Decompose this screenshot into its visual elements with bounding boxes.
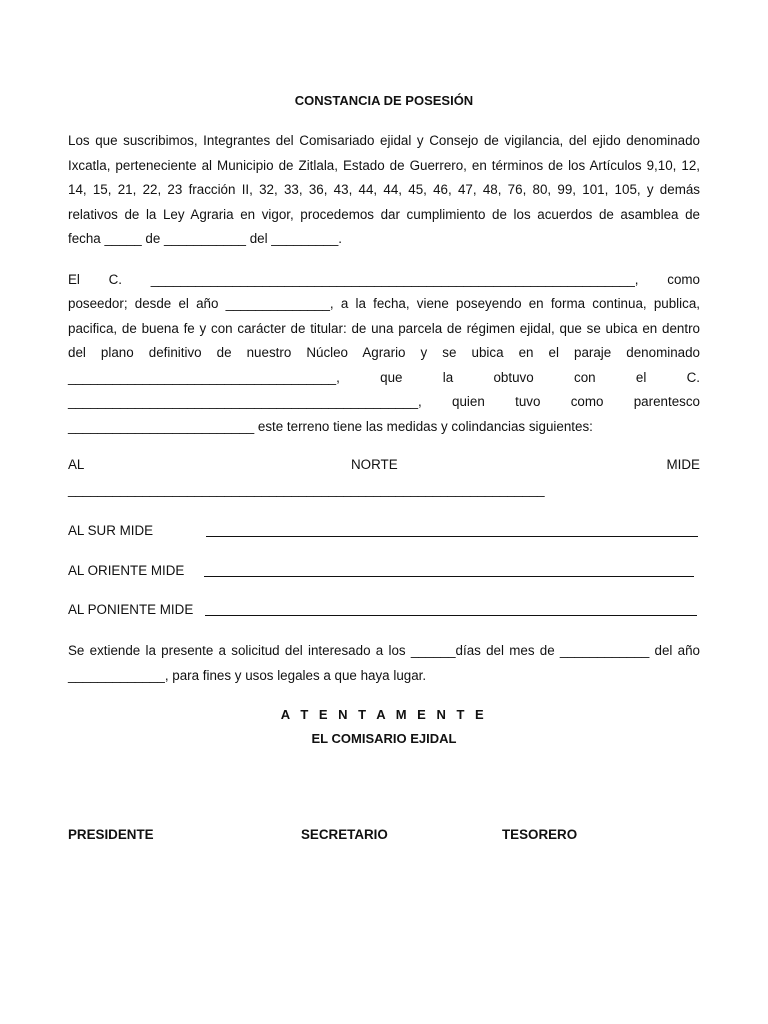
norte-blank-line: ________________________________________________________________: [68, 482, 545, 497]
norte-al-label: AL: [68, 457, 85, 472]
paragraph2-line: pacifica, de buena fe y con carácter de titular: de una parcela de régimen ejidal, que se ubica en dentro: [68, 321, 700, 336]
paragraph2-line: _______________________________________________, quien tuvo como parentesco: [68, 394, 700, 409]
paragraph1-line: 14, 15, 21, 22, 23 fracción II, 32, 33, 36, 43, 44, 44, 45, 46, 47, 48, 76, 80, 99, 101, 105, y demás: [68, 182, 700, 197]
poniente-blank-line: [205, 601, 697, 616]
paragraph1-line: Los que suscribimos, Integrantes del Comisariado ejidal y Consejo de vigilancia, del ejido denominado: [68, 133, 700, 148]
paragraph1-line: fecha _____ de ___________ del _________.: [68, 231, 343, 246]
paragraph1-line: relativos de la Ley Agraria en vigor, procedemos dar cumplimiento de los acuerdos de asamblea de: [68, 207, 700, 222]
paragraph2-line: poseedor; desde el año ______________, a la fecha, viene poseyendo en forma continua, publica,: [68, 296, 700, 311]
paragraph2-line: del plano definitivo de nuestro Núcleo Agrario y se ubica en el paraje denominado: [68, 345, 700, 360]
poniente-row: [68, 601, 700, 619]
paragraph3-line: Se extiende la presente a solicitud del interesado a los ______días del mes de ____________ del año: [68, 643, 700, 658]
paragraph2-line: _________________________ este terreno tiene las medidas y colindancias siguientes:: [68, 419, 593, 434]
comisario-heading: EL COMISARIO EJIDAL: [311, 731, 457, 746]
paragraph2-line: El C. _________________________________________________________________, como: [68, 272, 700, 287]
norte-mide-label: MIDE: [666, 457, 700, 472]
sur-label: AL SUR MIDE: [68, 523, 154, 538]
poniente-label: AL PONIENTE MIDE: [68, 602, 194, 617]
sur-blank-line: [206, 522, 698, 537]
oriente-blank-line: [204, 562, 694, 577]
signature-secretario: SECRETARIO: [301, 827, 388, 842]
paragraph2-line: ____________________________________, que la obtuvo con el C.: [68, 370, 700, 385]
oriente-label: AL ORIENTE MIDE: [68, 563, 185, 578]
signature-tesorero: TESORERO: [502, 827, 578, 842]
signature-presidente: PRESIDENTE: [68, 827, 154, 842]
norte-label: NORTE: [351, 457, 398, 472]
paragraph3-line: _____________, para fines y usos legales a que haya lugar.: [68, 668, 427, 683]
oriente-row: [68, 562, 700, 580]
closing-atentamente: A T E N T A M E N T E: [280, 707, 488, 722]
document-title: CONSTANCIA DE POSESIÓN: [294, 93, 474, 108]
sur-row: [68, 522, 700, 540]
paragraph1-line: Ixcatla, perteneciente al Municipio de Zitlala, Estado de Guerrero, en términos de los Artículos 9,10, 12,: [68, 158, 700, 173]
